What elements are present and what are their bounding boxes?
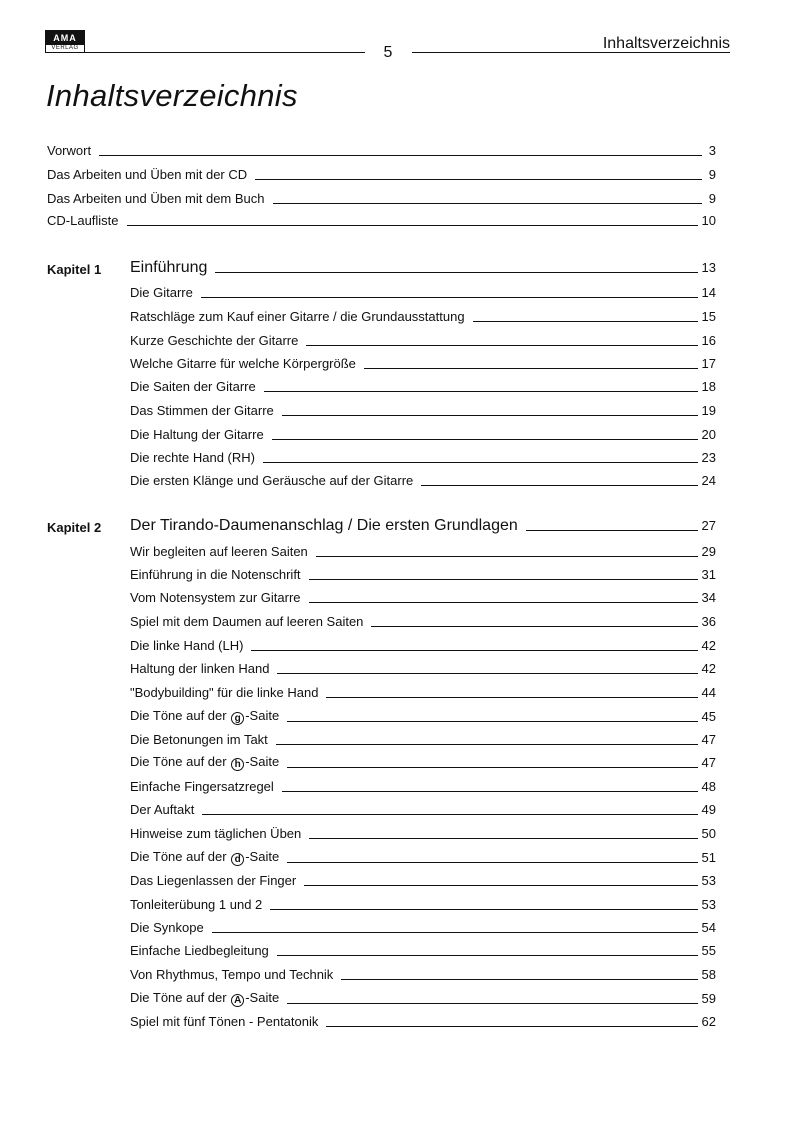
toc-entry-page: 53 xyxy=(701,897,716,912)
toc-entry-page: 20 xyxy=(701,427,716,442)
toc-entry-page: 18 xyxy=(701,379,716,394)
toc-entry-page: 62 xyxy=(701,1014,716,1029)
toc-leader-line xyxy=(473,320,698,322)
toc-entry xyxy=(130,916,716,936)
toc-entry-page: 23 xyxy=(701,450,716,465)
page-title: Inhaltsverzeichnis xyxy=(46,78,298,113)
toc-leader-line xyxy=(212,931,698,933)
toc-entry-page: 36 xyxy=(701,614,716,629)
page-number: 5 xyxy=(383,44,393,61)
toc-leader-line xyxy=(326,1025,697,1027)
toc-entry-label: "Bodybuilding" für die linke Hand xyxy=(130,685,319,700)
toc-entry-page: 58 xyxy=(701,967,716,982)
toc-leader-line xyxy=(287,720,697,722)
toc-leader-line xyxy=(276,743,698,745)
toc-leader-line xyxy=(272,438,698,440)
toc-entry-label: Spiel mit dem Daumen auf leeren Saiten xyxy=(130,614,364,629)
toc-entry-page: 31 xyxy=(701,567,716,582)
logo-mark: AMA xyxy=(45,30,85,45)
chapter-title: Der Tirando-Daumenanschlag / Die ersten Grundlagen xyxy=(130,517,518,534)
toc-entry-page: 24 xyxy=(701,473,716,488)
toc-entry-page: 16 xyxy=(701,333,716,348)
toc-entry-label: Das Liegenlassen der Finger xyxy=(130,873,297,888)
toc-entry-label: Das Arbeiten und Üben mit dem Buch xyxy=(47,191,265,206)
toc-entry-page: 9 xyxy=(708,167,716,182)
toc-entry xyxy=(130,963,716,983)
toc-leader-line xyxy=(264,390,698,392)
toc-entry-label: Hinweise zum täglichen Üben xyxy=(130,826,302,841)
toc-entry xyxy=(47,187,716,207)
toc-entry-label: Die ersten Klänge und Geräusche auf der Gitarre xyxy=(130,473,414,488)
toc-entry-page: 42 xyxy=(701,638,716,653)
toc-entry-label: Die Töne auf der A -Saite xyxy=(130,990,280,1006)
toc-entry-label: Die Betonungen im Takt xyxy=(130,732,268,747)
toc-leader-line xyxy=(273,202,702,204)
toc-leader-line xyxy=(251,649,697,651)
toc-entry-label: Spiel mit fünf Tönen - Pentatonik xyxy=(130,1014,319,1029)
toc-leader-line xyxy=(371,625,697,627)
toc-entry-label: Wir begleiten auf leeren Saiten xyxy=(130,544,308,559)
toc-entry-label: Haltung der linken Hand xyxy=(130,661,270,676)
toc-leader-line xyxy=(326,696,697,698)
toc-entry-label: Die rechte Hand (RH) xyxy=(130,450,255,465)
toc-entry xyxy=(130,352,716,372)
toc-entry xyxy=(130,893,716,913)
toc-leader-line xyxy=(526,529,698,531)
toc-entry-page: 42 xyxy=(701,661,716,676)
toc-entry xyxy=(130,728,716,748)
toc-entry-label: Die linke Hand (LH) xyxy=(130,638,244,653)
toc-entry xyxy=(130,939,716,959)
toc-entry-label: Einfache Fingersatzregel xyxy=(130,779,274,794)
string-g-circled: g xyxy=(231,712,244,725)
toc-entry xyxy=(130,634,716,654)
logo-subtext: VERLAG xyxy=(45,45,85,53)
toc-leader-line xyxy=(364,367,698,369)
toc-entry-page: 53 xyxy=(701,873,716,888)
chapter-heading xyxy=(130,514,716,534)
toc-entry-page: 54 xyxy=(701,920,716,935)
toc-entry-page: 17 xyxy=(701,356,716,371)
toc-entry-page: 45 xyxy=(701,709,716,724)
toc-leader-line xyxy=(341,978,697,980)
toc-leader-line xyxy=(277,672,697,674)
toc-entry xyxy=(130,305,716,325)
toc-entry-label: CD-Laufliste xyxy=(47,213,119,228)
toc-entry-label: Einfache Liedbegleitung xyxy=(130,943,269,958)
chapter-title: Einführung xyxy=(130,259,208,276)
toc-leader-line xyxy=(263,461,698,463)
toc-entry-page: 10 xyxy=(701,213,716,228)
toc-entry-label: Der Auftakt xyxy=(130,802,195,817)
toc-leader-line xyxy=(304,884,697,886)
toc-entry-label: Kurze Geschichte der Gitarre xyxy=(130,333,299,348)
toc-entry-label: Die Synkope xyxy=(130,920,204,935)
toc-entry-page: 59 xyxy=(701,991,716,1006)
chapter-page: 13 xyxy=(701,260,716,275)
toc-entry-page: 48 xyxy=(701,779,716,794)
toc-entry xyxy=(130,469,716,489)
toc-entry xyxy=(130,423,716,443)
toc-entry-label: Die Töne auf der h -Saite xyxy=(130,754,280,770)
toc-entry-label: Die Gitarre xyxy=(130,285,193,300)
chapter-heading xyxy=(130,256,716,276)
toc-leader-line xyxy=(215,271,697,273)
toc-entry-page: 15 xyxy=(701,309,716,324)
toc-leader-line xyxy=(309,601,698,603)
toc-entry-label: Das Stimmen der Gitarre xyxy=(130,403,274,418)
toc-leader-line xyxy=(202,813,697,815)
toc-entry xyxy=(130,1010,716,1030)
toc-entry-label: Die Töne auf der d -Saite xyxy=(130,849,280,865)
toc-entry xyxy=(47,209,716,229)
toc-entry-page: 29 xyxy=(701,544,716,559)
toc-entry-label: Die Töne auf der g -Saite xyxy=(130,708,280,724)
toc-leader-line xyxy=(306,344,697,346)
toc-entry-page: 47 xyxy=(701,732,716,747)
toc-entry xyxy=(130,446,716,466)
toc-entry xyxy=(130,329,716,349)
toc-entry-label: Einführung in die Notenschrift xyxy=(130,567,301,582)
toc-leader-line xyxy=(309,837,697,839)
toc-entry xyxy=(130,375,716,395)
string-d-circled: d xyxy=(231,853,244,866)
toc-entry xyxy=(130,563,716,583)
toc-leader-line xyxy=(255,178,702,180)
toc-entry xyxy=(130,610,716,630)
toc-leader-line xyxy=(270,908,697,910)
toc-entry-page: 14 xyxy=(701,285,716,300)
toc-entry-label: Von Rhythmus, Tempo und Technik xyxy=(130,967,334,982)
running-header-title: Inhaltsverzeichnis xyxy=(602,35,730,52)
toc-entry xyxy=(130,281,716,301)
toc-entry-page: 44 xyxy=(701,685,716,700)
toc-entry-label: Ratschläge zum Kauf einer Gitarre / die Grundausstattung xyxy=(130,309,465,324)
toc-leader-line xyxy=(201,296,698,298)
header-rule-left xyxy=(45,52,365,53)
toc-entry xyxy=(130,987,716,1007)
toc-entry xyxy=(47,163,716,183)
toc-entry xyxy=(130,657,716,677)
toc-leader-line xyxy=(282,790,698,792)
toc-entry-page: 49 xyxy=(701,802,716,817)
toc-leader-line xyxy=(277,954,698,956)
toc-leader-line xyxy=(316,555,698,557)
toc-leader-line xyxy=(287,1002,697,1004)
toc-entry-page: 50 xyxy=(701,826,716,841)
toc-entry-label: Vom Notensystem zur Gitarre xyxy=(130,590,301,605)
toc-entry-page: 34 xyxy=(701,590,716,605)
toc-entry-label: Tonleiterübung 1 und 2 xyxy=(130,897,263,912)
toc-leader-line xyxy=(287,861,697,863)
toc-entry-page: 9 xyxy=(708,191,716,206)
toc-leader-line xyxy=(99,154,702,156)
toc-entry-label: Die Saiten der Gitarre xyxy=(130,379,256,394)
toc-entry-label: Welche Gitarre für welche Körpergröße xyxy=(130,356,356,371)
toc-entry-page: 3 xyxy=(708,143,716,158)
string-a-circled: A xyxy=(231,994,244,1007)
toc-leader-line xyxy=(127,224,698,226)
toc-entry xyxy=(130,681,716,701)
toc-entry xyxy=(130,540,716,560)
toc-entry-label: Vorwort xyxy=(47,143,92,158)
toc-entry xyxy=(130,775,716,795)
toc-entry xyxy=(130,822,716,842)
toc-entry xyxy=(130,751,716,771)
toc-entry xyxy=(130,586,716,606)
toc-leader-line xyxy=(309,578,698,580)
toc-entry-page: 47 xyxy=(701,755,716,770)
toc-entry xyxy=(130,399,716,419)
publisher-logo xyxy=(45,30,85,54)
toc-entry-page: 55 xyxy=(701,943,716,958)
toc-entry xyxy=(130,798,716,818)
toc-leader-line xyxy=(287,766,697,768)
toc-entry xyxy=(130,869,716,889)
chapter-number: Kapitel 1 xyxy=(47,262,102,277)
toc-entry-page: 19 xyxy=(701,403,716,418)
string-h-circled: h xyxy=(231,758,244,771)
toc-leader-line xyxy=(421,484,697,486)
toc-entry xyxy=(47,139,716,159)
toc-entry xyxy=(130,846,716,866)
toc-entry-page: 51 xyxy=(701,850,716,865)
toc-entry xyxy=(130,705,716,725)
toc-entry-label: Das Arbeiten und Üben mit der CD xyxy=(47,167,248,182)
toc-entry-label: Die Haltung der Gitarre xyxy=(130,427,264,442)
chapter-page: 27 xyxy=(701,518,716,533)
chapter-number: Kapitel 2 xyxy=(47,520,102,535)
toc-leader-line xyxy=(282,414,698,416)
